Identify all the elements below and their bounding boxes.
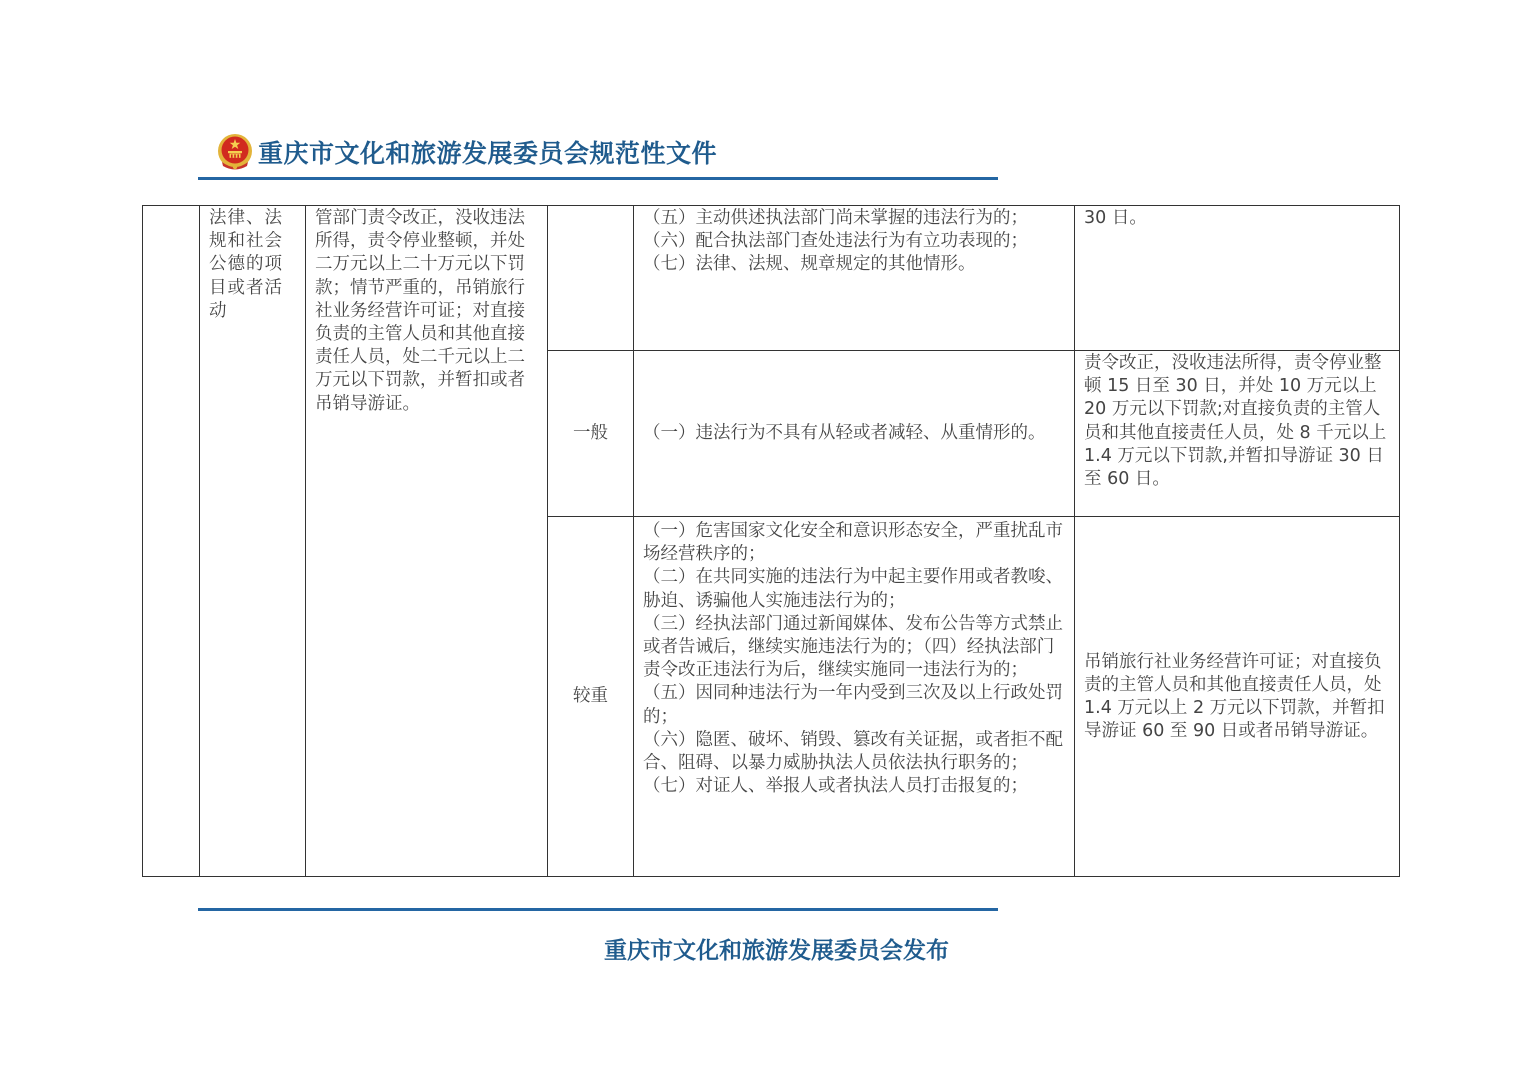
- condition-item: （七）法律、法规、规章规定的其他情形。: [643, 254, 976, 275]
- header-rule: [198, 177, 998, 180]
- index-cell: [143, 206, 200, 877]
- violation-cell: [200, 206, 306, 877]
- condition-item: （三）经执法部门通过新闻媒体、发布公告等方式禁止或者告诫后，继续实施违法行为的；（四）经执法部门责令改正违法行为后，继续实施同一违法行为的；: [643, 613, 1063, 681]
- condition-item: （一）违法行为不具有从轻或者减轻、从重情形的。: [643, 423, 1046, 444]
- violation-text: 法律、法规和社会公德的项目或者活动: [209, 208, 283, 321]
- conditions-cell: [634, 351, 1075, 517]
- condition-item: （五）主动供述执法部门尚未掌握的违法行为的；: [643, 208, 1028, 228]
- header-title: 重庆市文化和旅游发展委员会规范性文件: [258, 139, 718, 168]
- condition-item: （一）危害国家文化安全和意识形态安全，严重扰乱市场经营秩序的；: [643, 521, 1063, 565]
- condition-item: （六）配合执法部门查处违法行为有立功表现的；: [643, 231, 1028, 252]
- conditions-cell: [634, 206, 1075, 351]
- level-label: 较重: [573, 686, 608, 707]
- legal-basis-text: 管部门责令改正，没收违法所得，责令停业整顿，并处二万元以上二十万元以下罚款；情节严重的，吊销旅行社业务经营许可证；对直接负责的主管人员和其他直接责任人员，处二千元以上二万元以下罚款，并暂扣或者吊销导游证。: [315, 208, 525, 414]
- footer-title: 重庆市文化和旅游发展委员会发布: [604, 937, 949, 964]
- penalty-cell: [1075, 206, 1400, 351]
- condition-item: （二）在共同实施的违法行为中起主要作用或者教唆、胁迫、诱骗他人实施违法行为的；: [643, 567, 1063, 611]
- footer-rule: [198, 908, 998, 911]
- level-label: 一般: [573, 423, 608, 444]
- penalty-text: 30 日。: [1084, 208, 1147, 228]
- document-header: [216, 130, 717, 174]
- legal-basis-cell: [306, 206, 548, 877]
- penalty-text: 责令改正，没收违法所得，责令停业整顿 15 日至 30 日，并处 10 万元以上 20 万元以下罚款;对直接负责的主管人员和其他直接责任人员，处 8 千元以上 1.4 万元以下罚款,并暂扣导游证 30 日至 60 日。: [1084, 353, 1387, 490]
- level-cell: [548, 206, 634, 351]
- condition-item: （七）对证人、举报人或者执法人员打击报复的；: [643, 776, 1028, 797]
- level-cell: [548, 517, 634, 877]
- conditions-cell: [634, 517, 1075, 877]
- table-row: [143, 206, 1400, 351]
- condition-item: （五）因同种违法行为一年内受到三次及以上行政处罚的；: [643, 683, 1063, 727]
- penalty-table: [142, 205, 1400, 877]
- penalty-cell: [1075, 351, 1400, 517]
- penalty-cell: [1075, 517, 1400, 877]
- penalty-text: 吊销旅行社业务经营许可证；对直接负责的主管人员和其他直接责任人员，处 1.4 万元以上 2 万元以下罚款，并暂扣导游证 60 至 90 日或者吊销导游证。: [1084, 651, 1385, 742]
- national-emblem-icon: [216, 132, 254, 172]
- condition-item: （六）隐匿、破坏、销毁、篡改有关证据，或者拒不配合、阻碍、以暴力威胁执法人员依法执行职务的；: [643, 729, 1063, 774]
- level-cell: [548, 351, 634, 517]
